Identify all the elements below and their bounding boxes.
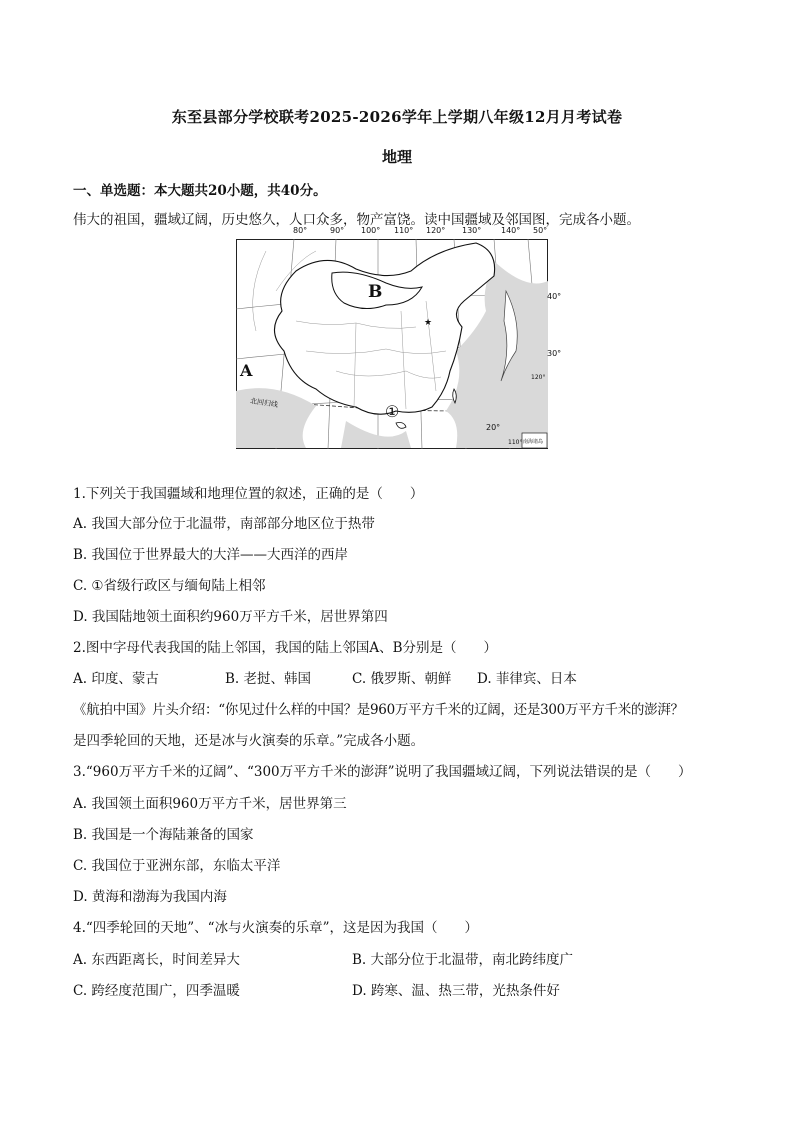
tropic-label: 北回归线 [249, 397, 279, 409]
question-option: D. 跨寒、温、热三带，光热条件好 [352, 983, 560, 999]
lon-label: 80° [293, 226, 308, 235]
inset-label: 南海诸岛 [523, 439, 544, 445]
lon-label: 90° [330, 226, 345, 235]
question-option: B. 我国是一个海陆兼备的国家 [73, 827, 254, 843]
question-option: B. 老挝、韩国 [225, 671, 312, 687]
map-label-a: A [240, 361, 253, 380]
map-top-labels [236, 226, 548, 238]
question-option: A. 我国大部分位于北温带，南部部分地区位于热带 [73, 516, 375, 532]
question-option: A. 我国领土面积960万平方千米，居世界第三 [73, 796, 347, 812]
lat-label: 40° [547, 292, 562, 301]
question-stem: 4.“四季轮回的天地”、“冰与火演奏的乐章”，这是因为我国（ ） [73, 920, 478, 936]
question-option: C. 俄罗斯、朝鲜 [352, 671, 452, 687]
question-option: B. 我国位于世界最大的大洋——大西洋的西岸 [73, 547, 349, 563]
lon-label: 110° [394, 226, 414, 235]
question-stem: 2.图中字母代表我国的陆上邻国，我国的陆上邻国A、B分别是（ ） [73, 640, 498, 656]
svg-text:★: ★ [424, 318, 433, 328]
question-option: D. 我国陆地领土面积约960万平方千米，居世界第四 [73, 609, 388, 625]
lon-label: 130° [462, 226, 482, 235]
passage-line: 《航拍中国》片头介绍：“你见过什么样的中国？是960万平方千米的辽阔，还是300万平方千米的澎湃？ [73, 702, 684, 718]
question-option: C. 我国位于亚洲东部，东临太平洋 [73, 858, 281, 874]
passage-line: 是四季轮回的天地，还是冰与火演奏的乐章。”完成各小题。 [73, 733, 425, 749]
lat-label: 20° [486, 423, 501, 432]
question-stem: 3.“960万平方千米的辽阔”、“300万平方千米的澎湃”说明了我国疆域辽阔，下列说法错误的是（ ） [73, 764, 692, 780]
question-option: D. 黄海和渤海为我国内海 [73, 889, 227, 905]
lat-label: 30° [547, 349, 562, 358]
question-option: B. 大部分位于北温带，南北跨纬度广 [352, 952, 574, 968]
lon-label: 100° [361, 226, 381, 235]
exam-subject: 地理 [381, 148, 412, 166]
lon-label: 50° [533, 226, 548, 235]
question-option: A. 东西距离长，时间差异大 [73, 952, 240, 968]
question-option: D. 菲律宾、日本 [477, 671, 577, 687]
map-label-circle-one: ① [385, 402, 400, 421]
lon-label: 140° [501, 226, 521, 235]
question-option: C. ①省级行政区与缅甸陆上相邻 [73, 578, 266, 594]
question-option: A. 印度、蒙古 [73, 671, 159, 687]
map-label-b: B [368, 282, 383, 302]
passage-intro: 伟大的祖国，疆域辽阔，历史悠久，人口众多，物产富饶。读中国疆域及邻国图，完成各小题。 [73, 212, 640, 228]
lon-label: 110° [508, 439, 523, 446]
exam-title: 东至县部分学校联考2025-2026学年上学期八年级12月月考试卷 [171, 108, 623, 126]
question-option: C. 跨经度范围广，四季温暖 [73, 983, 240, 999]
lon-label: 120° [426, 226, 446, 235]
section-heading: 一、单选题：本大题共20小题，共40分。 [73, 183, 327, 199]
question-stem: 1.下列关于我国疆域和地理位置的叙述，正确的是（ ） [73, 486, 424, 502]
lon-label: 120° [531, 374, 546, 381]
